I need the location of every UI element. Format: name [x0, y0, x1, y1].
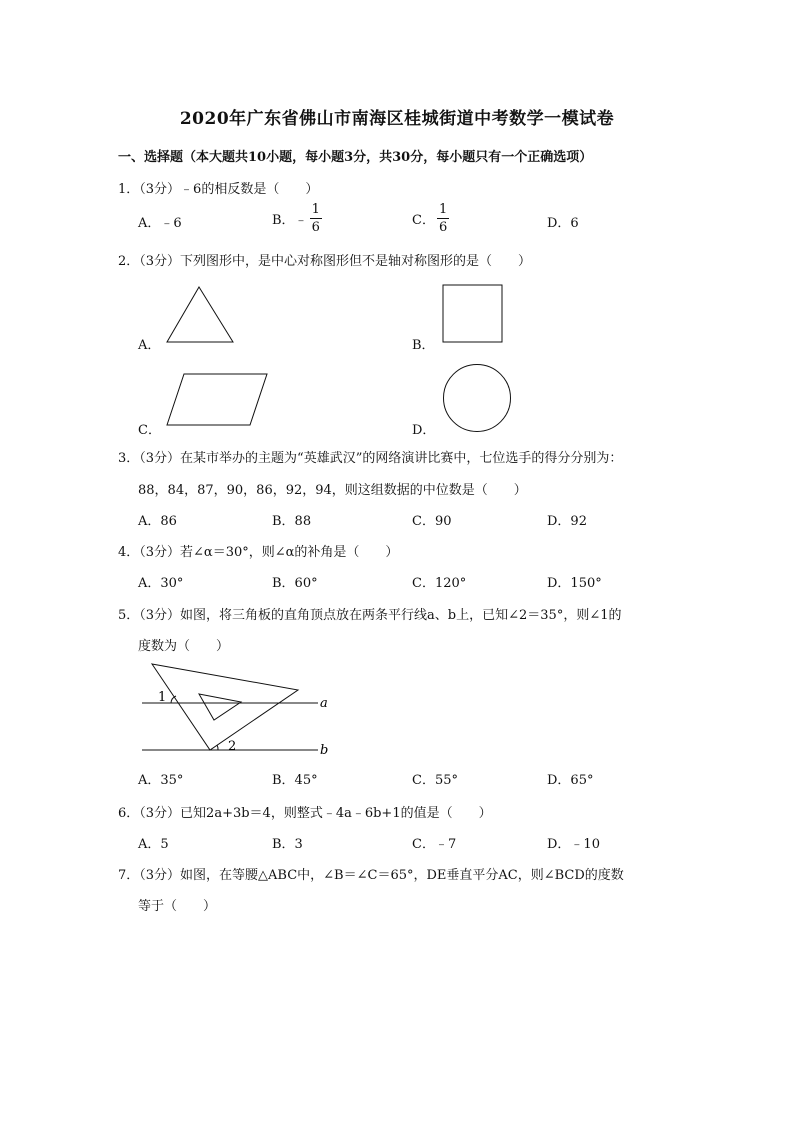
- fig-label-2: 2: [228, 739, 237, 754]
- q2-option-a: A．: [138, 338, 161, 353]
- question-1-stem: 1．（3分）﹣6的相反数是（ ）: [118, 182, 319, 197]
- question-4-stem: 4．（3分）若∠α＝30°，则∠α的补角是（ ）: [118, 545, 399, 560]
- set-square-outer: [152, 664, 298, 750]
- question-5-stem: 5．（3分）如图，将三角板的直角顶点放在两条平行线a、b上，已知∠2＝35°，则∠1的: [118, 608, 622, 623]
- q5-option-c: C．55°: [412, 773, 458, 788]
- q1-option-d: D．6: [547, 216, 579, 231]
- question-7-stem: 7．（3分）如图，在等腰△ABC中，∠B＝∠C＝65°，DE垂直平分AC，则∠BCD的度数: [118, 868, 624, 883]
- question-6-stem: 6．（3分）已知2a+3b＝4，则整式﹣4a﹣6b+1的值是（ ）: [118, 806, 492, 821]
- q1-option-c-prefix: C．: [412, 213, 435, 228]
- q6-option-d: D．﹣10: [547, 837, 600, 852]
- triangle-figure: [166, 286, 236, 344]
- q1-option-b-fraction: [310, 203, 322, 234]
- q1-b-numerator: 1: [311, 202, 320, 217]
- circle-figure: [442, 363, 512, 433]
- angle-1-arc: [171, 696, 176, 703]
- q1-option-c-fraction: [437, 203, 449, 234]
- question-2-stem: 2．（3分）下列图形中，是中心对称图形但不是轴对称图形的是（ ）: [118, 254, 532, 269]
- fig-label-b: b: [320, 743, 329, 758]
- angle-2-arc: [217, 745, 218, 750]
- q4-option-c: C．120°: [412, 576, 467, 591]
- q2-option-c: C．: [138, 423, 161, 438]
- q1-c-numerator: 1: [438, 202, 448, 217]
- question-3-stem: 3．（3分）在某市举办的主题为“英雄武汉”的网络演讲比赛中，七位选手的得分分别为：: [118, 451, 623, 466]
- set-square-inner: [199, 694, 241, 720]
- q6-option-c: C．﹣7: [412, 837, 457, 852]
- q3-option-b: B．88: [272, 514, 312, 529]
- q4-option-b: B．60°: [272, 576, 318, 591]
- q1-option-c: [412, 203, 449, 234]
- q5-option-d: D．65°: [547, 773, 594, 788]
- q1-option-a: A．﹣6: [138, 216, 182, 231]
- q1-option-b: [272, 203, 322, 234]
- fig-label-a: a: [320, 696, 328, 711]
- q3-option-d: D．92: [547, 514, 587, 529]
- q1-b-denominator: 6: [311, 220, 320, 235]
- question-3-stem-line2: 88，84，87，90，86，92，94，则这组数据的中位数是（ ）: [138, 483, 527, 498]
- q6-option-b: B．3: [272, 837, 303, 852]
- section-heading: 一、选择题（本大题共10小题，每小题3分，共30分，每小题只有一个正确选项）: [118, 150, 593, 165]
- page-title: 2020年广东省佛山市南海区桂城街道中考数学一模试卷: [179, 109, 615, 129]
- q6-option-a: A．5: [138, 837, 169, 852]
- q4-option-a: A．30°: [138, 576, 184, 591]
- q3-option-a: A．86: [138, 514, 177, 529]
- fig-label-1: 1: [158, 690, 167, 705]
- q1-option-b-prefix: B．﹣: [272, 213, 308, 228]
- q2-option-d: D．: [412, 423, 436, 438]
- question-7-stem-line2: 等于（ ）: [138, 899, 217, 914]
- q3-option-c: C．90: [412, 514, 452, 529]
- q4-option-d: D．150°: [547, 576, 602, 591]
- q5-option-b: B．45°: [272, 773, 318, 788]
- question-5-stem-line2: 度数为（ ）: [138, 639, 230, 654]
- set-square-parallel-lines-figure: [138, 660, 338, 760]
- parallelogram-figure: [166, 373, 270, 427]
- q2-option-b: B．: [412, 338, 435, 353]
- q5-option-a: A．35°: [138, 773, 184, 788]
- square-figure: [442, 284, 504, 344]
- q1-c-denominator: 6: [438, 220, 448, 235]
